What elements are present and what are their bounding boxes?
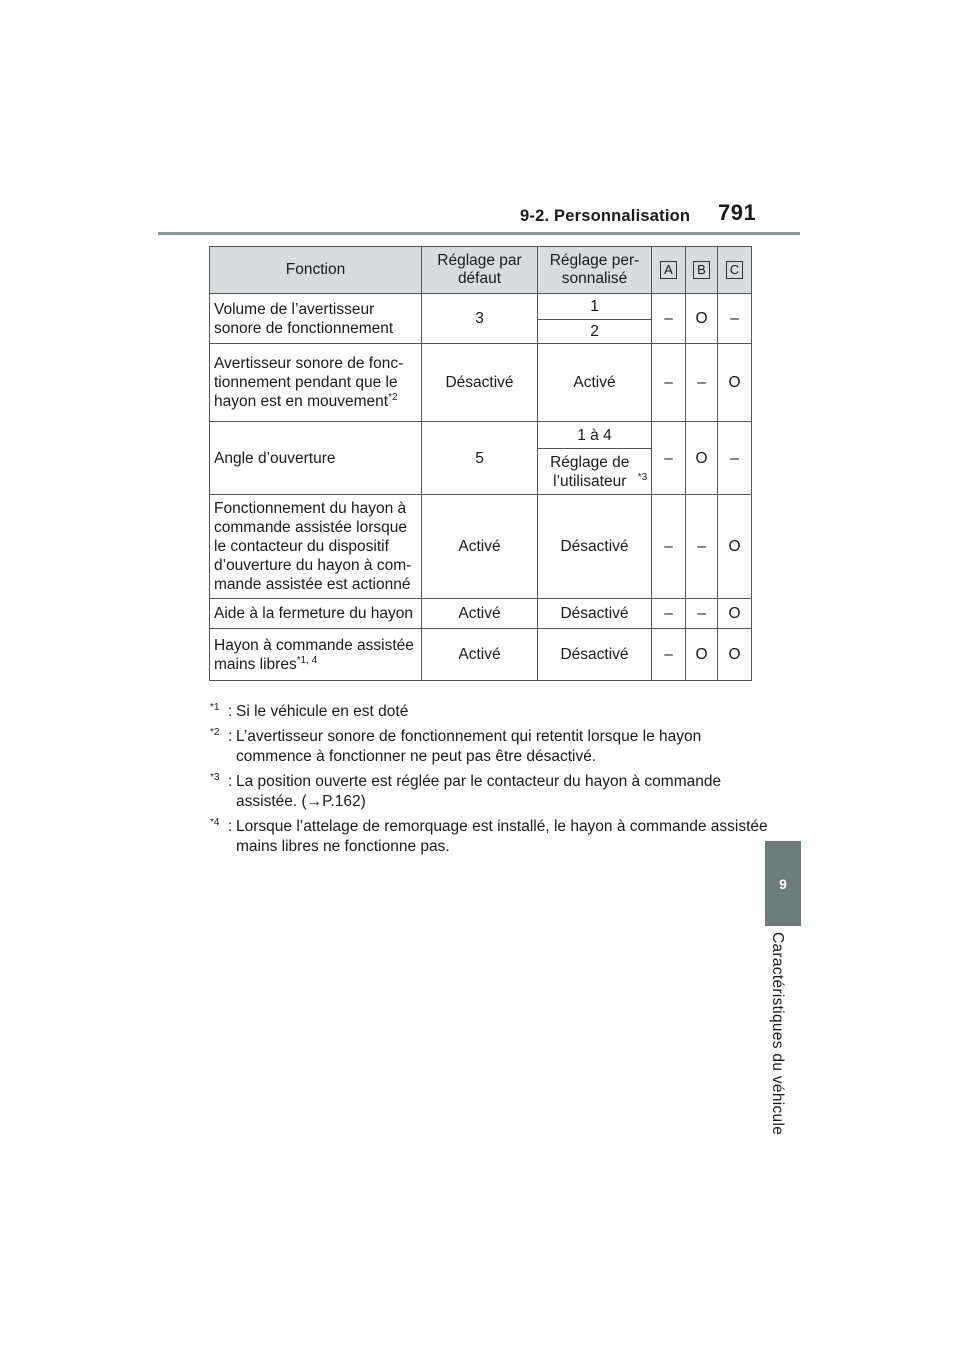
footnote-item xyxy=(210,702,770,722)
function-line: d’ouverture du hayon à com- xyxy=(214,557,412,574)
custom-cell: 1 xyxy=(538,294,652,320)
chapter-label: Caractéristiques du véhicule xyxy=(769,932,786,1136)
chapter-label-container xyxy=(766,932,786,1152)
col-a-cell: – xyxy=(652,629,686,681)
col-a-cell: – xyxy=(652,422,686,495)
footnote-mark xyxy=(210,817,228,857)
col-a-cell: – xyxy=(652,344,686,422)
footnotes xyxy=(210,702,770,862)
function-line: tionnement pendant que le xyxy=(214,374,398,391)
col-b-cell: – xyxy=(686,599,718,629)
footnote-text: Lorsque l’attelage de remorquage est installé, le hayon à commande assistée mains libres ne fonctionne pas. xyxy=(236,818,768,855)
custom-cell: Activé xyxy=(538,344,652,422)
table-row xyxy=(210,495,752,599)
col-a-badge: A xyxy=(660,261,677,279)
col-b-cell: O xyxy=(686,422,718,495)
section-title: 9-2. Personnalisation xyxy=(520,207,691,225)
footnote-text: L’avertisseur sonore de fonctionnement qui retentit lorsque le hayon commence à fonctionner ne peut pas être désactivé. xyxy=(236,728,702,765)
default-cell: 5 xyxy=(422,422,538,495)
table-row xyxy=(210,294,752,320)
footnote-ref: *2 xyxy=(388,391,398,403)
col-b-cell: – xyxy=(686,344,718,422)
col-b-cell: O xyxy=(686,294,718,344)
col-c-cell: – xyxy=(718,422,752,495)
function-line: Volume de l’avertisseur xyxy=(214,300,375,318)
function-cell: Aide à la fermeture du hayon xyxy=(210,599,422,629)
function-line: Fonctionnement du hayon à xyxy=(214,500,407,517)
custom-cell: Désactivé xyxy=(538,629,652,681)
header-col-b xyxy=(686,247,718,294)
footnote-mark xyxy=(210,727,228,767)
footnote-text: La position ouverte est réglée par le contacteur du hayon à commande assistée. (→P.162) xyxy=(236,773,722,810)
col-a-cell: – xyxy=(652,294,686,344)
table-row xyxy=(210,422,752,449)
footnote-text: Si le véhicule en est doté xyxy=(236,703,409,720)
col-b-cell: O xyxy=(686,629,718,681)
function-line: sonore de fonctionnement xyxy=(214,319,394,337)
table-header-row xyxy=(210,247,752,294)
footnote-item xyxy=(210,727,770,767)
footnote-mark-text: *1 xyxy=(210,701,220,713)
custom-cell xyxy=(538,449,652,495)
chapter-number: 9 xyxy=(779,875,787,892)
function-cell xyxy=(210,344,422,422)
header-col-a xyxy=(652,247,686,294)
custom-cell: Désactivé xyxy=(538,495,652,599)
chapter-tab xyxy=(765,841,801,926)
custom-cell: 2 xyxy=(538,320,652,344)
col-a-cell: – xyxy=(652,599,686,629)
footnote-colon: : xyxy=(228,703,233,720)
footnote-colon: : xyxy=(228,818,233,835)
footnote-colon: : xyxy=(228,728,233,745)
col-c-badge: C xyxy=(726,261,743,279)
custom-cell: Désactivé xyxy=(538,599,652,629)
function-line: mande assistée est actionné xyxy=(214,576,411,593)
footnote-colon: : xyxy=(228,773,233,790)
footnote-ref: *3 xyxy=(637,471,648,483)
table-row xyxy=(210,629,752,681)
custom-value: Réglage de l’utilisateur xyxy=(550,453,630,490)
footnote-mark xyxy=(210,702,228,722)
default-cell: Désactivé xyxy=(422,344,538,422)
header-function: Fonction xyxy=(210,247,422,294)
table-row xyxy=(210,599,752,629)
table-row xyxy=(210,344,752,422)
function-cell: Angle d’ouverture xyxy=(210,422,422,495)
footnote-mark-text: *4 xyxy=(210,816,220,828)
customization-table xyxy=(209,246,752,681)
col-b-cell: – xyxy=(686,495,718,599)
header-col-c xyxy=(718,247,752,294)
default-cell: Activé xyxy=(422,629,538,681)
function-line: hayon est en mouvement xyxy=(214,393,389,410)
function-line: mains libres xyxy=(214,655,297,673)
default-cell: 3 xyxy=(422,294,538,344)
header-default-label: Réglage par défaut xyxy=(437,252,522,287)
footnote-ref: *1, 4 xyxy=(296,654,318,666)
col-c-cell: – xyxy=(718,294,752,344)
col-b-badge: B xyxy=(693,261,710,279)
col-c-cell: O xyxy=(718,344,752,422)
function-line: commande assistée lorsque xyxy=(214,519,407,536)
col-c-cell: O xyxy=(718,495,752,599)
footnote-item xyxy=(210,817,770,857)
col-c-cell: O xyxy=(718,629,752,681)
function-line: le contacteur du dispositif xyxy=(214,538,389,555)
header-custom-label: Réglage per-sonnalisé xyxy=(549,252,640,287)
default-cell: Activé xyxy=(422,495,538,599)
page-number: 791 xyxy=(718,200,757,225)
function-line: Hayon à commande assistée xyxy=(214,636,414,654)
col-a-cell: – xyxy=(652,495,686,599)
footnote-mark-text: *3 xyxy=(210,771,220,783)
header-divider xyxy=(158,232,800,235)
default-cell: Activé xyxy=(422,599,538,629)
col-c-cell: O xyxy=(718,599,752,629)
function-cell xyxy=(210,629,422,681)
function-cell xyxy=(210,294,422,344)
custom-cell: 1 à 4 xyxy=(538,422,652,449)
footnote-mark-text: *2 xyxy=(210,726,220,738)
footnote-item xyxy=(210,772,770,812)
function-line: Avertisseur sonore de fonc- xyxy=(214,355,404,372)
header-custom xyxy=(538,247,652,294)
footnote-mark xyxy=(210,772,228,812)
header-default xyxy=(422,247,538,294)
function-cell xyxy=(210,495,422,599)
